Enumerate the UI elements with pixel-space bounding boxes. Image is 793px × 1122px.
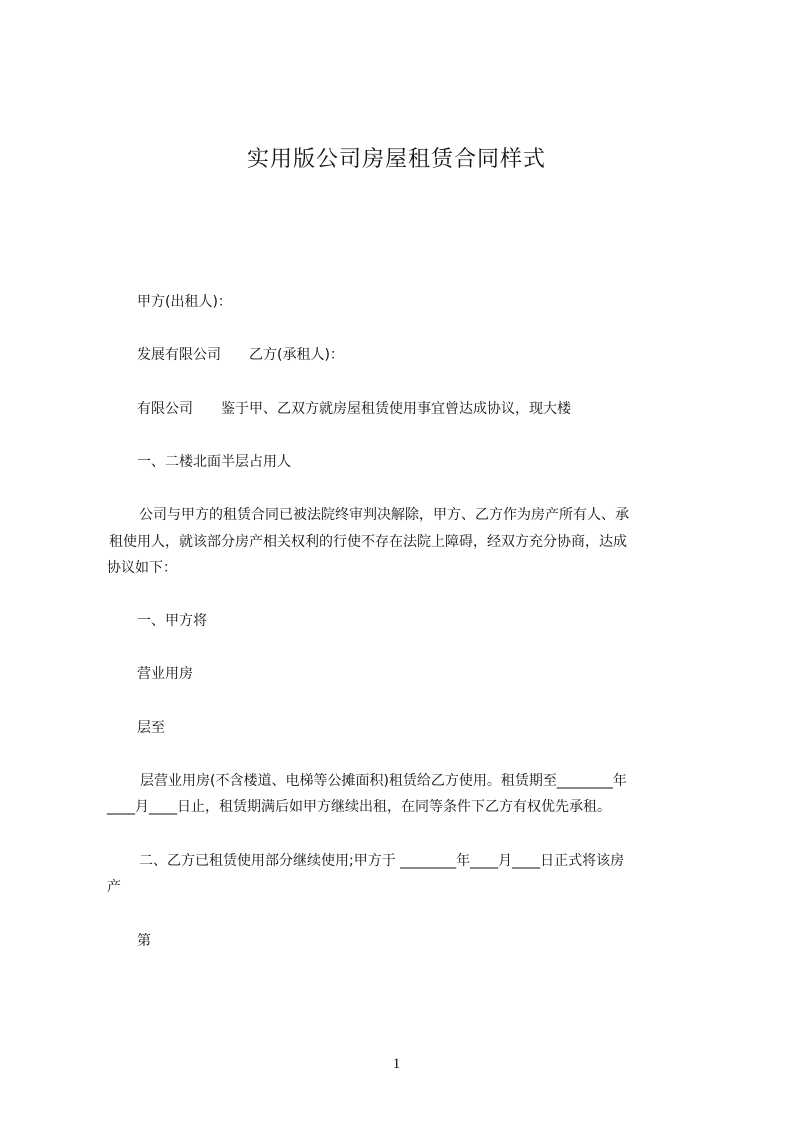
paragraph-line: 一、二楼北面半层占用人 [137,454,291,470]
paragraph-line: 甲方(出租人)： [137,294,232,310]
paragraph-line: 产 [107,879,121,895]
paragraph-line: 层至 [137,720,165,736]
paragraph-line: 第 [137,933,151,949]
paragraph-line: 协议如下： [107,560,177,576]
page-number: 1 [392,1056,401,1072]
paragraph-line: 有限公司 鉴于甲、乙双方就房屋租赁使用事宜曾达成协议，现大楼 [137,401,571,417]
paragraph-line: 租使用人，就该部分房产相关权利的行使不存在法院上障碍，经双方充分协商，达成 [109,534,627,550]
paragraph-line: 公司与甲方的租赁合同已被法院终审判决解除，甲方、乙方作为房产所有人、承 [139,507,629,523]
paragraph-line: 一、甲方将 [137,613,207,629]
paragraph-line: 发展有限公司 乙方(承租人)： [137,347,344,363]
paragraph-line: 二、乙方已租赁使用部分继续使用;甲方于 ________年____月____日正式将该房 [139,853,625,869]
document-title: 实用版公司房屋租赁合同样式 [246,147,546,172]
paragraph-line: ____月____日止，租赁期满后如甲方继续出租，在同等条件下乙方有权优先承租。 [107,799,611,815]
paragraph-line: 营业用房 [137,666,193,682]
paragraph-line: 层营业用房(不含楼道、电梯等公摊面积)租赁给乙方使用。租赁期至________年 [140,773,627,789]
